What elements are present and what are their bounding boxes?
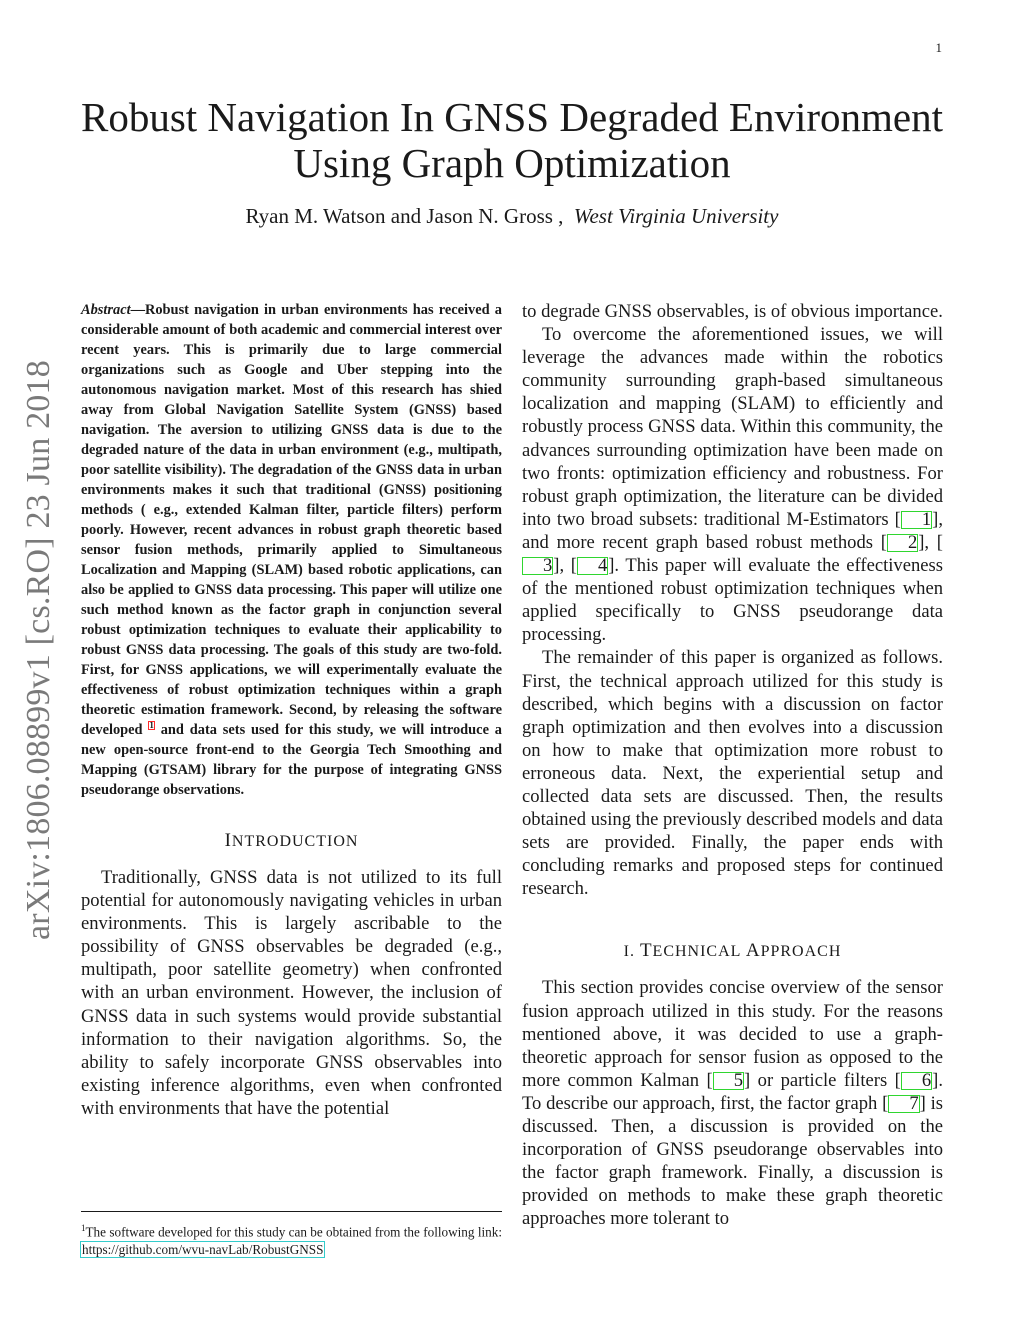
arxiv-stamp: arXiv:1806.08899v1 [cs.RO] 23 Jun 2018 — [20, 360, 57, 940]
left-column — [81, 300, 502, 1120]
footnote-number: 1 — [81, 1223, 86, 1233]
right-column — [522, 300, 943, 1230]
abstract-dash: — — [130, 302, 145, 318]
page-number: 1 — [935, 40, 942, 55]
intro-paragraph-3: The remainder of this paper is organized as follows. First, the technical approach utilized for this study is described, which begins with a discussion on factor graph optimization and then evolves into a discussion on how to make that optimization more robust to erroneous data. Next, the experiential setup and collected data sets are discussed. Then, the results obtained using the previously described models and data sets are provided. Finally, the paper ends with concluding remarks and proposed steps for continued research. — [522, 647, 943, 900]
author-line — [60, 204, 964, 229]
abstract-text-end: and data sets used for this study, we will introduce a new open-source front-end to the Georgia Tech Smoothing and Mapping (GTSAM) library for the purpose of integrating GNSS pseudorange observations. — [81, 722, 502, 798]
citation-link-2[interactable]: 2 — [887, 534, 918, 552]
github-link[interactable]: https://github.com/wvu-navLab/RobustGNSS — [82, 1242, 324, 1258]
citation-link-1[interactable]: 1 — [901, 511, 932, 529]
introduction-heading: INTRODUCTION — [224, 830, 359, 851]
abstract — [81, 300, 502, 800]
footnote-link-mark[interactable]: 1 — [149, 720, 154, 731]
footnote-divider — [81, 1211, 502, 1212]
citation-link-4[interactable]: 4 — [577, 557, 608, 575]
citation-link-3[interactable]: 3 — [522, 557, 553, 575]
abstract-label: Abstract — [81, 302, 131, 318]
intro-paragraph-1-continued: to degrade GNSS observables, is of obvious importance. — [522, 301, 943, 322]
footnote-text: The software developed for this study can be obtained from the following link: — [85, 1224, 502, 1240]
technical-approach-heading: I. TECHNICAL APPROACH — [623, 940, 842, 962]
abstract-text: Robust navigation in urban environments has received a considerable amount of both academic and commercial interest over recent years. This is primarily due to large commercial organizations such as Google and Uber stepping into the autonomous navigation market. Most of this research has shied away from Global Navigation Satellite System (GNSS) based navigation. The aversion to utilizing GNSS data is due to the degraded nature of the data in urban environment (e.g., multipath, poor satellite visibility). The degradation of the GNSS data in urban environments makes it such that traditional (GNSS) positioning methods ( e.g., extended Kalman filter, particle filters) perform poorly. However, recent advances in robust graph theoretic based sensor fusion methods, primarily applied to Simultaneous Localization and Mapping (SLAM) based robotic applications, can also be applied to GNSS data processing. This paper will utilize one such method known as the factor graph in conjunction several robust optimization techniques to evaluate their applicability to robust GNSS data processing. The goals of this study are two-fold. First, for GNSS applications, we will experimentally evaluate the effectiveness of robust optimization techniques within a graph theoretic estimation framework. Second, by releasing the software developed — [81, 302, 502, 738]
intro-paragraph-2: To overcome the aforementioned issues, we will leverage the advances made within the robotics community surrounding graph-based simultaneous localization and mapping (SLAM) to efficiently and robustly process GNSS data. Within this community, the advances surrounding optimization have been made on two fronts: optimization efficiency and robustness. For robust graph optimization, the literature can be divided into two broad subsets: traditional M-Estimators [ 1], and more recent graph based robust methods [ 2], [3], [ 4]. This paper will evaluate the effectiveness of the mentioned robust optimization techniques when applied specifically to GNSS pseudorange data processing. — [522, 324, 943, 646]
citation-link-5[interactable]: 5 — [713, 1072, 744, 1090]
author-affiliation: West Virginia University — [573, 204, 779, 228]
paper-title: Robust Navigation In GNSS Degraded Environment Using Graph Optimization — [80, 94, 944, 186]
citation-link-6[interactable]: 6 — [901, 1072, 932, 1090]
author-names: Ryan M. Watson and Jason N. Gross , — [245, 204, 564, 228]
citation-link-7[interactable]: 7 — [888, 1095, 919, 1113]
intro-paragraph-1: Traditionally, GNSS data is not utilized to its full potential for autonomously navigating vehicles in urban environments. This is largely ascribable to the possibility of GNSS observables be degraded (e.g., multipath, poor satellite geometry) when confronted with an urban environment. However, the inclusion of GNSS data in such systems would provide substantial information to their navigation algorithms. So, the ability to safely incorporate GNSS observables into existing inference algorithms, even when confronted with environments that have the potential — [81, 867, 502, 1119]
technical-approach-paragraph: This section provides concise overview of the sensor fusion approach utilized in this study. For the reasons mentioned above, it was decided to use a graph-theoretic approach for sensor fusion as opposed to the more common Kalman [ 5] or particle filters [ 6]. To describe our approach, first, the factor graph [ 7] is discussed. Then, a discussion is provided on the incorporation of GNSS pseudorange observables into the factor graph framework. Finally, a discussion is provided on methods to make these graph theoretic approaches more tolerant to — [522, 977, 943, 1230]
footnote — [81, 1219, 502, 1259]
